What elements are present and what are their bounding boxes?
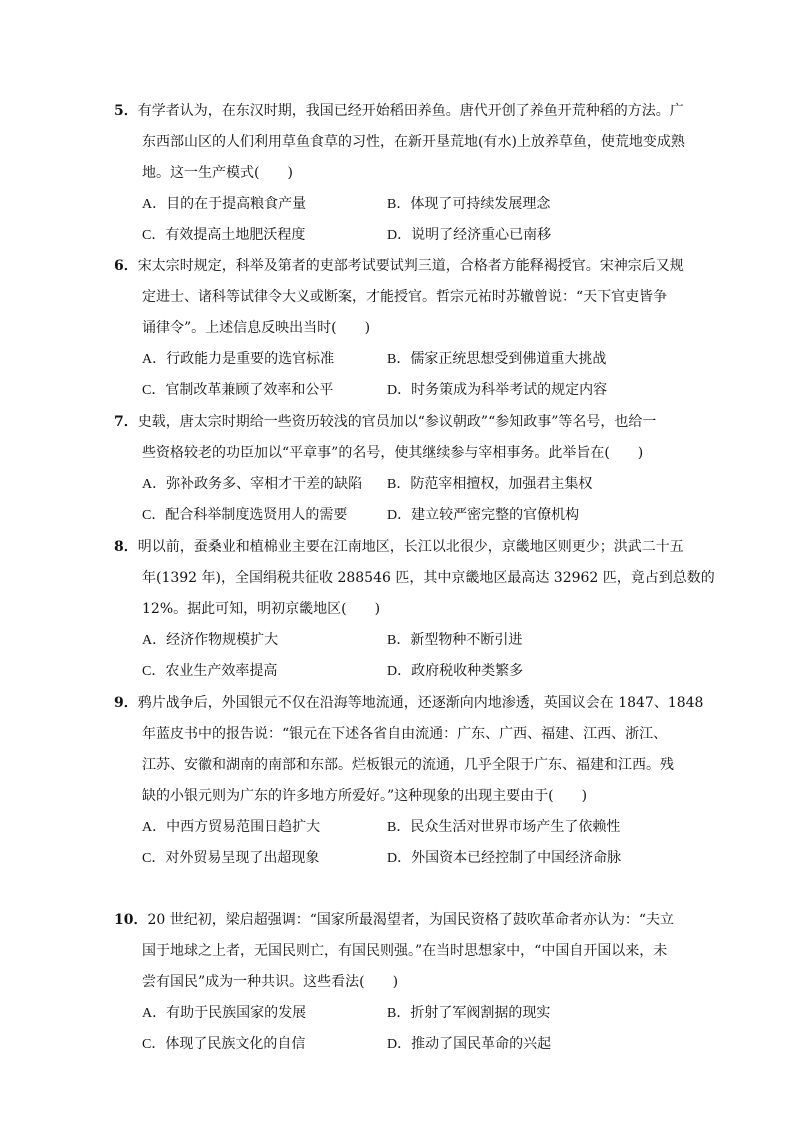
options [142,812,686,874]
stem-line: 年蓝皮书中的报告说：“银元在下述各省自由流通：广东、广西、福建、江西、浙江、 [142,726,668,742]
stem-line: 地。这一生产模式( ) [142,165,293,181]
stem-line: 12%。据此可知，明初京畿地区( ) [142,601,381,617]
question-stem [114,407,686,469]
stem-line: 国于地球之上者，无国民则亡，有国民则强。”在当时思想家中，“中国自开国以来，未 [142,943,668,959]
options [142,998,686,1060]
stem-line: 诵律令”。上述信息反映出当时( ) [142,320,371,336]
question-stem [114,905,686,998]
stem-line: 尝有国民”成为一种共识。这些看法( ) [142,974,399,990]
stem-line: 些资格较老的功臣加以“平章事”的名号，使其继续参与宰相事务。此举旨在( ) [142,445,644,461]
option-a[interactable]: A．中西方贸易范围日趋扩大 [142,819,321,835]
option-d[interactable]: D．时务策成为科举考试的规定内容 [387,382,608,398]
option-b[interactable]: B．新型物种不断引进 [387,632,523,648]
option-c[interactable]: C．配合科举制度选贤用人的需要 [142,507,348,523]
option-b[interactable]: B．体现了可持续发展理念 [387,196,551,212]
option-b[interactable]: B．折射了军阀割据的现实 [387,1005,551,1021]
stem-line: 定进士、诸科等试律令大义或断案，才能授官。哲宗元祐时苏辙曾说：“天下官吏皆争 [142,289,668,305]
stem-line: 5．有学者认为，在东汉时期，我国已经开始稻田养鱼。唐代开创了养鱼开荒种稻的方法。广 [114,103,684,119]
options [142,625,686,687]
question-10 [114,905,686,1060]
question-8 [114,532,715,687]
question-7 [114,407,686,531]
stem-line: 江苏、安徽和湖南的南部和东部。烂板银元的流通，几乎全限于广东、福建和江西。残 [142,757,674,773]
stem-line: 缺的小银元则为广东的许多地方所爱好。”这种现象的出现主要由于( ) [142,788,588,804]
question-number: 5． [114,103,138,119]
question-stem [114,532,715,625]
options [142,189,686,251]
option-c[interactable]: C．有效提高土地肥沃程度 [142,227,306,243]
option-d[interactable]: D．推动了国民革命的兴起 [387,1036,552,1052]
option-a[interactable]: A．弥补政务多、宰相才干差的缺陷 [142,476,363,492]
question-number: 6． [114,258,138,274]
option-c[interactable]: C．农业生产效率提高 [142,663,278,679]
option-c[interactable]: C．官制改革兼顾了效率和公平 [142,382,334,398]
options [142,344,686,406]
options [142,469,686,531]
option-a[interactable]: A．经济作物规模扩大 [142,632,279,648]
option-a[interactable]: A．行政能力是重要的选官标准 [142,351,335,367]
stem-line: 东西部山区的人们利用草鱼食草的习性，在新开垦荒地(有水)上放养草鱼，使荒地变成熟 [142,134,685,150]
question-number: 10． [114,912,148,928]
stem-line: 6．宋太宗时规定，科举及第者的吏部考试要试判三道，合格者方能释褐授官。宋神宗后又规 [114,258,684,274]
option-d[interactable]: D．外国资本已经控制了中国经济命脉 [387,850,622,866]
stem-line: 9．鸦片战争后，外国银元不仅在沿海等地流通，还逐渐向内地渗透，英国议会在 1847、1848 [114,695,704,711]
option-d[interactable]: D．说明了经济重心已南移 [387,227,552,243]
option-d[interactable]: D．建立较严密完整的官僚机构 [387,507,580,523]
question-5 [114,96,686,251]
question-stem [114,251,686,344]
question-stem [114,688,704,812]
stem-line: 年(1392 年)，全国绢税共征收 288546 匹，其中京畿地区最高达 32962 匹，竟占到总数的 [142,570,715,586]
option-a[interactable]: A．有助于民族国家的发展 [142,1005,307,1021]
option-c[interactable]: C．对外贸易呈现了出超现象 [142,850,320,866]
question-stem [114,96,686,189]
stem-line: 10．20 世纪初，梁启超强调：“国家所最渴望者，为国民资格了鼓吹革命者亦认为：“夫立 [114,912,675,928]
question-9 [114,688,704,874]
question-number: 9． [114,695,138,711]
option-d[interactable]: D．政府税收种类繁多 [387,663,524,679]
option-b[interactable]: B．民众生活对世界市场产生了依赖性 [387,819,621,835]
option-b[interactable]: B．防范宰相擅权，加强君主集权 [387,476,593,492]
stem-line: 8．明以前，蚕桑业和植棉业主要在江南地区，长江以北很少，京畿地区则更少；洪武二十五 [114,539,684,555]
option-c[interactable]: C．体现了民族文化的自信 [142,1036,306,1052]
question-number: 8． [114,539,138,555]
stem-line: 7．史载，唐太宗时期给一些资历较浅的官员加以“参议朝政”“参知政事”等名号，也给一 [114,414,657,430]
option-b[interactable]: B．儒家正统思想受到佛道重大挑战 [387,351,607,367]
question-6 [114,251,686,406]
question-number: 7． [114,414,138,430]
option-a[interactable]: A．目的在于提高粮食产量 [142,196,307,212]
